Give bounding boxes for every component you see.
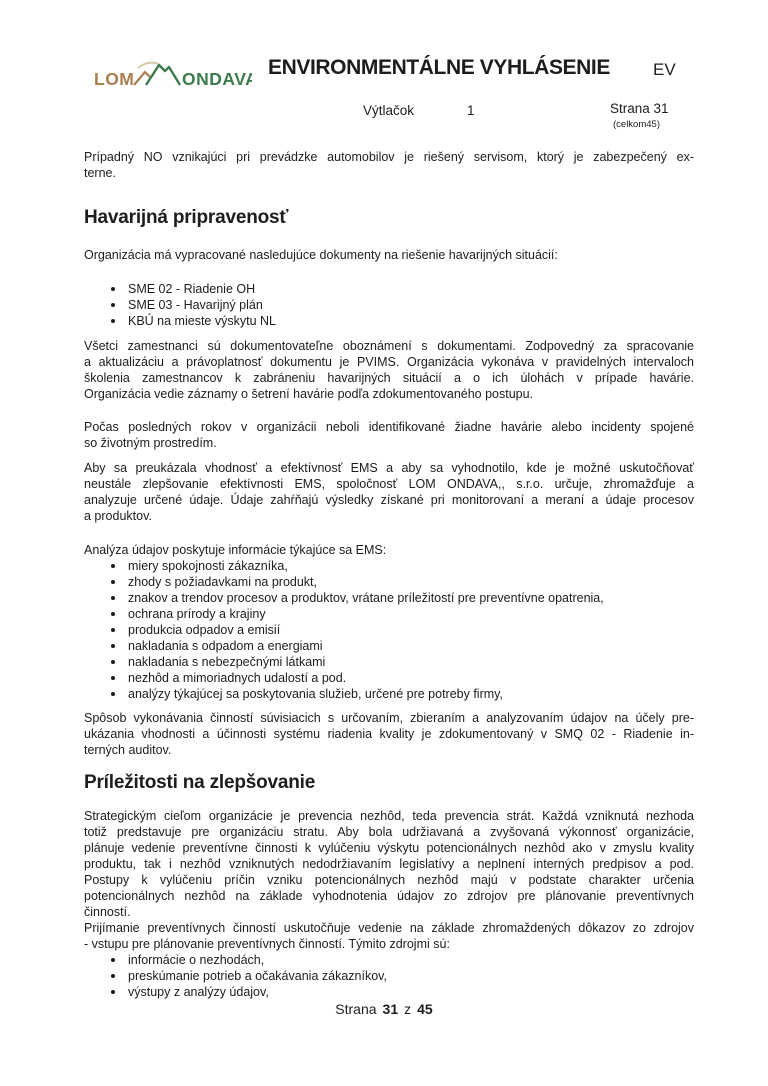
paragraph-line: Postupy k vylúčeniu príčin vzniku potencionálnych nezhôd majú v podstate charakter určenia	[84, 873, 694, 887]
header-page-total: (celkom45)	[613, 119, 660, 130]
list-item: analýzy týkajúcej sa poskytovania služieb, určené pre potreby firmy,	[84, 686, 694, 702]
paragraph-method	[84, 710, 694, 758]
paragraph-ems	[84, 460, 694, 524]
paragraph-line: Organizácia vedie záznamy o šetrení havárie podľa zdokumentovaného postupu.	[84, 387, 534, 401]
logo-ondava-text: ONDAVA	[182, 69, 252, 89]
list-item: nezhôd a mimoriadnych udalostí a pod.	[84, 670, 694, 686]
paragraph-line: ukázania vhodnosti a účinnosti systému riadenia kvality je zdokumentovaný v SMQ 02 - Riadenie in-	[84, 727, 694, 741]
list-item: nakladania s nebezpečnými látkami	[84, 654, 694, 670]
paragraph-line: - vstupu pre plánovanie preventívnych činností. Týmito zdrojmi sú:	[84, 937, 450, 951]
paragraph-line: a produktov.	[84, 509, 152, 523]
intro-paragraph	[84, 149, 694, 181]
paragraph-line: analyzuje určené údaje. Údaje zahŕňajú výsledky získané pri monitorovaní a meraní a údaje procesov	[84, 493, 694, 507]
document-code: EV	[653, 60, 676, 79]
list-item: miery spokojnosti zákazníka,	[84, 558, 694, 574]
mountain-icon	[134, 63, 180, 85]
logo-lom-text: LOM	[94, 69, 135, 89]
print-copy-label: Výtlačok	[363, 103, 415, 118]
paragraph-line: Strategickým cieľom organizácie je prevencia nezhôd, teda prevencia strát. Každá vzniknutá nezhoda	[84, 809, 694, 823]
footer-page-label: Strana	[335, 1001, 377, 1017]
paragraph-line: terne.	[84, 166, 116, 180]
paragraph-line: Prípadný NO vznikajúci pri prevádzke automobilov je riešený servisom, ktorý je zabezpečený ex-	[84, 150, 694, 164]
header-page-number: Strana 31	[610, 101, 669, 116]
paragraph-documents	[84, 247, 694, 263]
paragraph-line: Spôsob vykonávania činností súvisiacich s určovaním, zbieraním a analyzovaním údajov na účely pre-	[84, 711, 694, 725]
paragraph-line: Organizácia má vypracované nasledujúce dokumenty na riešenie havarijných situácií:	[84, 248, 558, 262]
paragraph-employees	[84, 338, 694, 402]
list-item: výstupy z analýzy údajov,	[84, 984, 694, 1000]
paragraph-line: so životným prostredím.	[84, 436, 217, 450]
list-item: SME 02 - Riadenie OH	[84, 281, 694, 297]
list-item: KBÚ na mieste výskytu NL	[84, 313, 694, 329]
paragraph-line: neustále zlepšovanie efektívnosti EMS, spoločnosť LOM ONDAVA,, s.r.o. určuje, zhromažďuje a	[84, 477, 694, 491]
list-item: ochrana prírody a krajiny	[84, 606, 694, 622]
paragraph-line: terných auditov.	[84, 743, 172, 757]
paragraph-line: produktu, tak i nezhôd vzniknutých nedodržiavaním legislatívy a neplnení interných predpisov a pod.	[84, 857, 694, 871]
paragraph-sources-intro	[84, 920, 694, 952]
list-item: SME 03 - Havarijný plán	[84, 297, 694, 313]
bullet-list-analysis	[84, 558, 694, 702]
footer-page-current: 31	[382, 1001, 399, 1017]
paragraph-analysis-intro	[84, 542, 694, 558]
paragraph-line: Všetci zamestnanci sú dokumentovateľne oboznámení s dokumentami. Zodpovedný za spracovanie	[84, 339, 694, 353]
list-item: znakov a trendov procesov a produktov, vrátane príležitostí pre preventívne opatrenia,	[84, 590, 694, 606]
footer-page-of: z	[404, 1001, 412, 1017]
bullet-list-documents	[84, 281, 694, 329]
list-item: produkcia odpadov a emisií	[84, 622, 694, 638]
paragraph-line: činností.	[84, 905, 131, 919]
paragraph-line: plánuje vedenie preventívne činnosti k vylúčeniu výskytu potencionálnych nezhôd ako v zmyslu kvality	[84, 841, 694, 855]
paragraph-strategy	[84, 808, 694, 920]
bullet-list-sources	[84, 952, 694, 1000]
paragraph-line: a aktualizáciu a právoplatnosť dokumentu je PVIMS. Organizácia vykonáva v pravidelných intervaloch	[84, 355, 694, 369]
footer-page-total: 45	[417, 1001, 433, 1017]
list-item: preskúmanie potrieb a očakávania zákazníkov,	[84, 968, 694, 984]
paragraph-line: Analýza údajov poskytuje informácie týkajúce sa EMS:	[84, 543, 387, 557]
section-heading-emergency: Havarijná pripravenosť	[84, 207, 289, 228]
document-title: ENVIRONMENTÁLNE VYHLÁSENIE	[268, 56, 610, 79]
list-item: nakladania s odpadom a energiami	[84, 638, 694, 654]
paragraph-line: potencionálnych nezhôd na základe vyhodnotenia údajov zo zdrojov pre plánovanie preventívnych	[84, 889, 694, 903]
footer-page-info	[0, 1001, 768, 1017]
lom-ondava-logo	[94, 58, 252, 94]
paragraph-incidents	[84, 419, 694, 451]
paragraph-line: Prijímanie preventívnych činností uskutočňuje vedenie na základe zhromaždených dôkazov zo zdrojov	[84, 921, 694, 935]
list-item: informácie o nezhodách,	[84, 952, 694, 968]
paragraph-line: totiž predstavuje pre organizáciu stratu. Aby bola udržiavaná a zvyšovaná výkonnosť organizácie,	[84, 825, 694, 839]
company-logo	[94, 58, 252, 99]
document-body	[84, 149, 694, 1000]
paragraph-line: školenia zamestnancov k zabráneniu havarijných situácií a o ich úlohách v prípade havárie.	[84, 371, 694, 385]
list-item: zhody s požiadavkami na produkt,	[84, 574, 694, 590]
print-copy-number: 1	[467, 103, 475, 118]
paragraph-line: Aby sa preukázala vhodnosť a efektívnosť EMS a aby sa vyhodnotilo, kde je možné uskutočňovať	[84, 461, 694, 475]
paragraph-line: Počas posledných rokov v organizácii neboli identifikované žiadne havárie alebo incidenty spojené	[84, 420, 694, 434]
section-heading-improvement: Príležitosti na zlepšovanie	[84, 772, 316, 793]
